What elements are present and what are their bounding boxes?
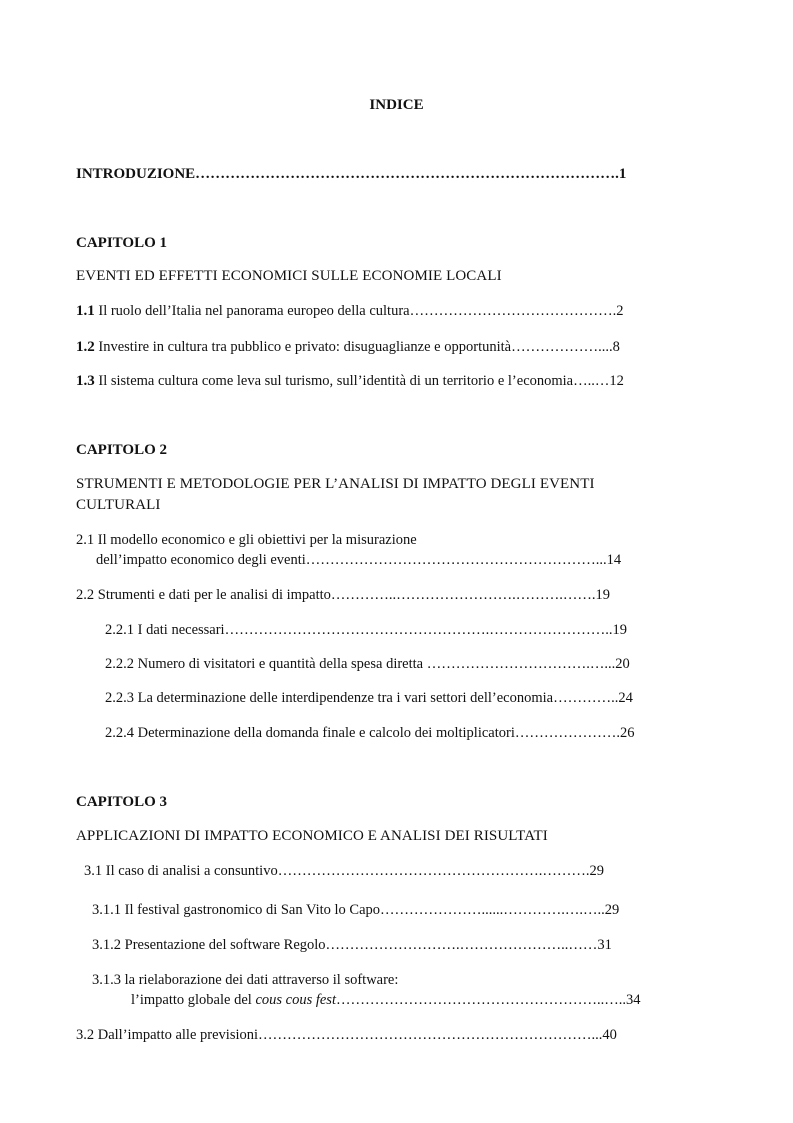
chapter-2-title-line1: STRUMENTI E METODOLOGIE PER L’ANALISI DI IMPATTO DEGLI EVENTI	[76, 476, 595, 492]
toc-entry-2-1[interactable]: 2.1 Il modello economico e gli obiettivi per la misurazione	[76, 532, 417, 548]
chapter-2-label: CAPITOLO 2	[76, 442, 167, 458]
toc-entry-2-1-continued[interactable]: dell’impatto economico degli eventi……………………………………………………...14	[96, 552, 622, 568]
chapter-3-title: APPLICAZIONI DI IMPATTO ECONOMICO E ANALISI DEI RISULTATI	[76, 828, 548, 844]
toc-entry-2-2-2[interactable]: 2.2.2 Numero di visitatori e quantità della spesa diretta …………………………….…...20	[105, 656, 630, 672]
chapter-1-title: EVENTI ED EFFETTI ECONOMICI SULLE ECONOMIE LOCALI	[76, 268, 502, 284]
toc-entry-3-1[interactable]: 3.1 Il caso di analisi a consuntivo……………………………………………….……….29	[84, 863, 604, 879]
toc-entry-2-2[interactable]: 2.2 Strumenti e dati per le analisi di impatto…………..…………………….……….…….19	[76, 587, 611, 603]
page-title: INDICE	[369, 97, 424, 113]
toc-entry-emphasis: cous cous fest	[255, 992, 336, 1008]
toc-entry-1-2[interactable]	[76, 338, 620, 356]
chapter-2-title-line2: CULTURALI	[76, 497, 161, 513]
toc-entry-2-2-4[interactable]: 2.2.4 Determinazione della domanda finale e calcolo dei moltiplicatori………………….26	[105, 725, 635, 741]
toc-entry-3-1-3[interactable]: 3.1.3 la rielaborazione dei dati attraverso il software:	[92, 972, 399, 988]
toc-entry-number: 1.2	[76, 339, 95, 355]
toc-entry-number: 1.3	[76, 373, 95, 389]
chapter-3-label: CAPITOLO 3	[76, 794, 167, 810]
toc-entry-2-2-1[interactable]: 2.2.1 I dati necessari……………………………………………….……………………..19	[105, 622, 627, 638]
toc-entry-3-1-3-continued[interactable]	[131, 991, 640, 1009]
toc-entry-text: Il sistema cultura come leva sul turismo, sull’identità di un territorio e l’economia…..…12	[94, 373, 624, 389]
toc-entry-1-1[interactable]	[76, 302, 623, 320]
toc-entry-text: Il ruolo dell’Italia nel panorama europeo della cultura…………………………………….2	[94, 303, 624, 319]
toc-entry-text: l’impatto globale del	[131, 992, 256, 1008]
toc-entry-introduzione[interactable]: INTRODUZIONE………………………………………………………………………….1	[76, 166, 627, 182]
toc-entry-1-3[interactable]	[76, 372, 624, 390]
toc-entry-leader: ………………………………………………..…..34	[335, 992, 641, 1008]
toc-entry-2-2-3[interactable]: 2.2.3 La determinazione delle interdipendenze tra i vari settori dell’economia…………..24	[105, 690, 633, 706]
chapter-1-label: CAPITOLO 1	[76, 235, 167, 251]
toc-entry-3-2[interactable]: 3.2 Dall’impatto alle previsioni……………………………………………………………...40	[76, 1027, 617, 1043]
toc-entry-number: 1.1	[76, 303, 95, 319]
toc-entry-text: Investire in cultura tra pubblico e privato: disuguaglianze e opportunità………………....8	[94, 339, 620, 355]
toc-entry-3-1-2[interactable]: 3.1.2 Presentazione del software Regolo……………………….…………………..……31	[92, 937, 612, 953]
toc-entry-3-1-1[interactable]: 3.1.1 Il festival gastronomico di San Vito lo Capo…………………......………….….…..29	[92, 902, 620, 918]
